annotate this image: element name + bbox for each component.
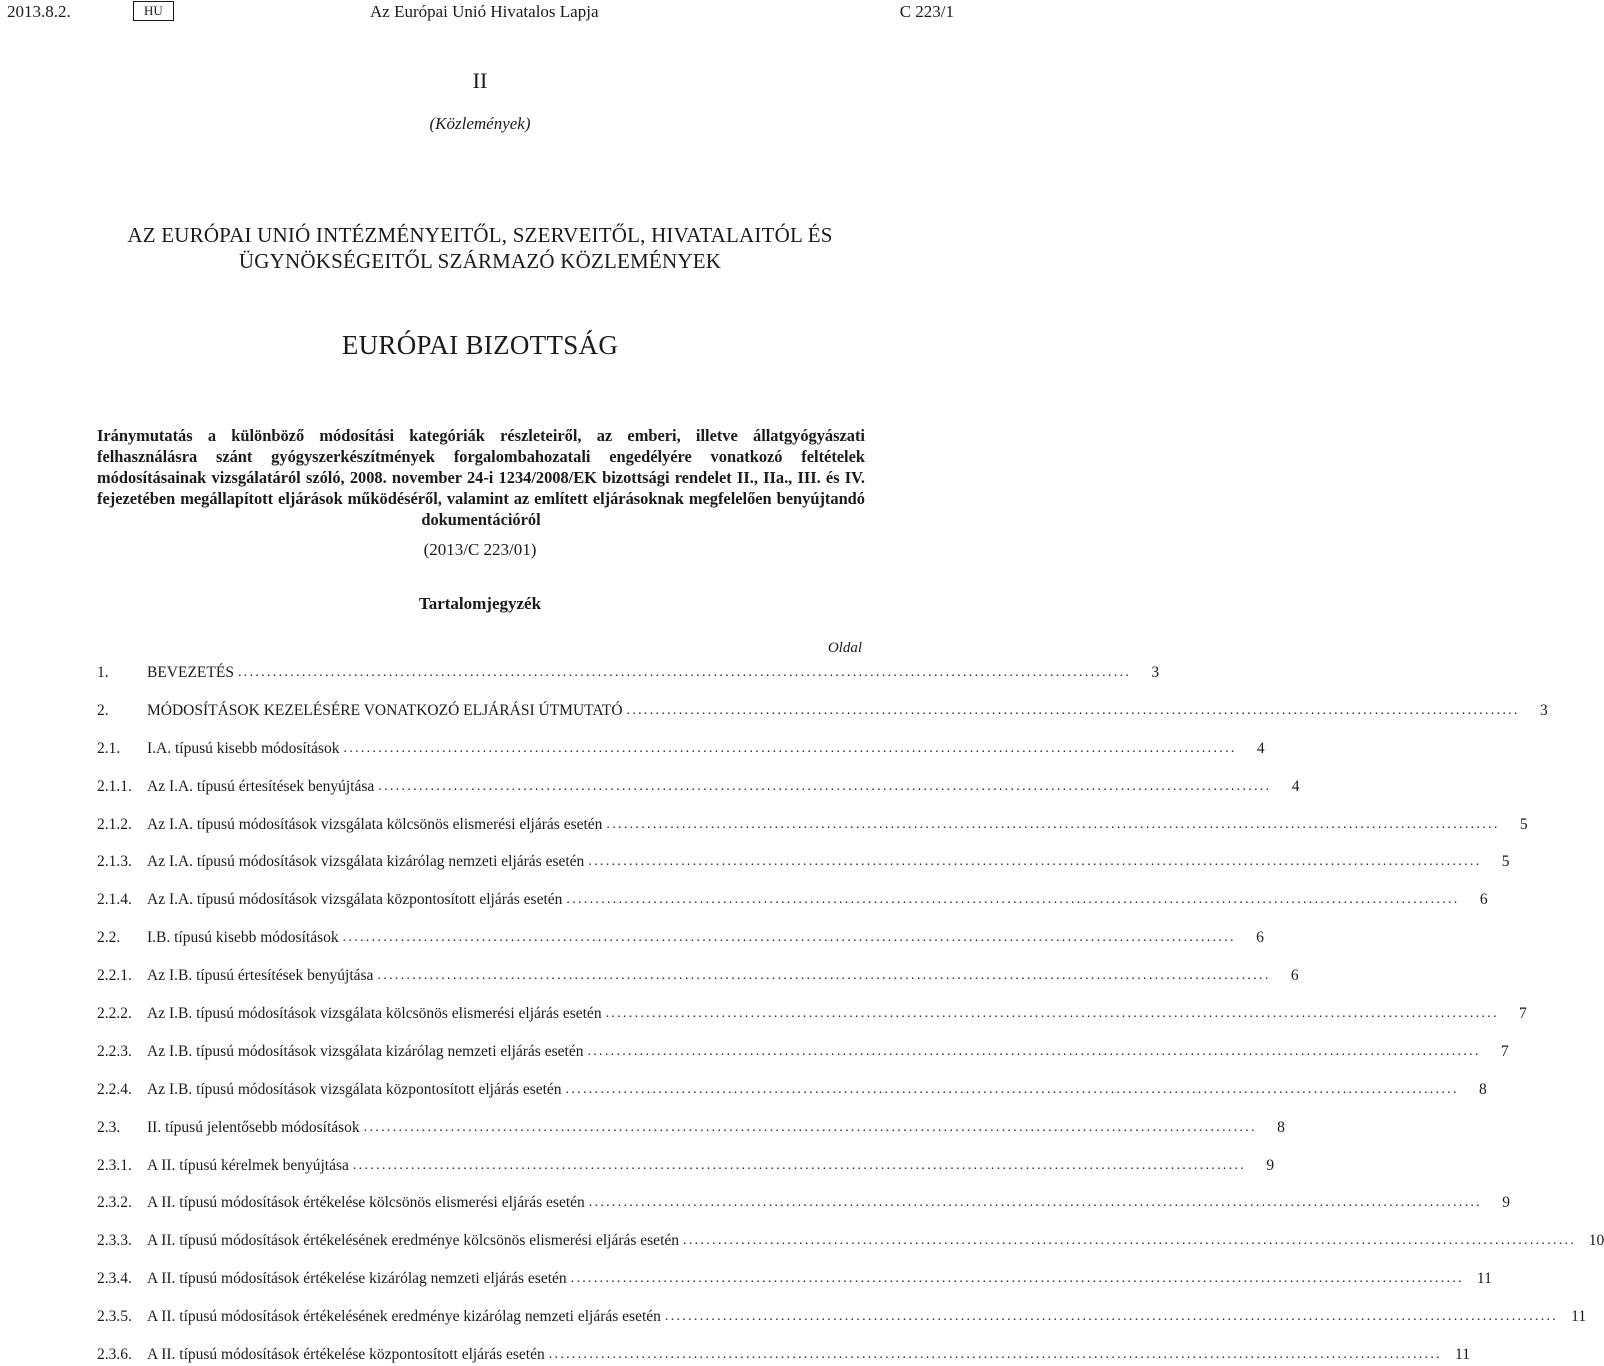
toc-entry-page: 3 xyxy=(1151,664,1160,681)
toc-entry-label: A II. típusú módosítások értékelése kölcsönös elismerési eljárás esetén xyxy=(147,1194,585,1212)
toc-entry-page: 6 xyxy=(1256,929,1264,947)
toc-entry-page: 4 xyxy=(1256,739,1265,757)
toc-dot-leader: .......................................................................................................................................................... xyxy=(342,930,1236,946)
toc-entry[interactable] xyxy=(97,1214,1604,1252)
toc-entry-number: 2.3.4. xyxy=(97,1270,132,1288)
toc-entry-page: 7 xyxy=(1500,1042,1509,1060)
document-title: Iránymutatás a különböző módosítási kategóriák részleteiről, az emberi, illetve állatgyógyászati felhasználásra szánt gyógyszerkészítmények forgalombahozatali engedélyére vonatkozó feltételek módosításainak vizsgálatáról szóló, 2008. november 24-i 1234/2008/EK bizottsági rendelet II., IIa., III. és IV. fejezetében megállapított eljárások működéséről, valamint az említett eljárásoknak megfelelően benyújtandó dokumentációról xyxy=(97,426,865,529)
toc-entry-label: A II. típusú kérelmek benyújtása xyxy=(147,1156,349,1174)
toc-entry[interactable] xyxy=(97,1139,1275,1177)
toc-entry[interactable] xyxy=(97,1252,1492,1290)
toc-entry-label: Az I.A. típusú módosítások vizsgálata központosított eljárás esetén xyxy=(147,891,563,909)
journal-reference: C 223/1 xyxy=(899,2,954,21)
section-heading xyxy=(0,222,960,274)
table-of-contents xyxy=(97,662,1604,1366)
toc-entry-number: 2.3.6. xyxy=(97,1346,132,1364)
toc-entry[interactable] xyxy=(97,911,1264,949)
toc-dot-leader: .......................................................................................................................................................... xyxy=(352,1157,1247,1173)
toc-dot-leader: .......................................................................................................................................................... xyxy=(548,1347,1442,1363)
toc-entry-number: 2.1.2. xyxy=(97,815,132,833)
toc-entry-number: 2.2.3. xyxy=(97,1042,132,1060)
toc-entry-number: 2.2.1. xyxy=(97,967,132,985)
toc-dot-leader: .......................................................................................................................................................... xyxy=(570,1271,1464,1287)
toc-entry[interactable] xyxy=(97,684,1548,722)
toc-entry[interactable] xyxy=(97,1290,1587,1328)
toc-entry-label: Az I.B. típusú módosítások vizsgálata központosított eljárás esetén xyxy=(147,1080,562,1098)
toc-dot-leader: .......................................................................................................................................................... xyxy=(588,854,1482,870)
toc-entry-page: 9 xyxy=(1502,1194,1510,1212)
toc-entry-label: A II. típusú módosítások értékelésének eredménye kölcsönös elismerési eljárás esetén xyxy=(147,1232,680,1250)
toc-entry-number: 2.2.2. xyxy=(97,1005,132,1023)
toc-entry-label: II. típusú jelentősebb módosítások xyxy=(147,1118,360,1136)
toc-dot-leader: .......................................................................................................................................................... xyxy=(566,892,1460,908)
toc-dot-leader: .......................................................................................................................................................... xyxy=(237,665,1132,680)
toc-entry-number: 2.1. xyxy=(97,739,121,757)
toc-entry-number: 2.2. xyxy=(97,929,121,947)
toc-dot-leader: .......................................................................................................................................................... xyxy=(683,1233,1577,1249)
toc-entry[interactable] xyxy=(97,949,1299,987)
toc-dot-leader: .......................................................................................................................................................... xyxy=(626,702,1520,718)
toc-entry-label: Az I.A. típusú módosítások vizsgálata kölcsönös elismerési eljárás esetén xyxy=(147,815,603,833)
toc-entry-label: I.A. típusú kisebb módosítások xyxy=(147,739,340,757)
toc-entry[interactable] xyxy=(97,987,1527,1025)
section-heading-line-2: ÜGYNÖKSÉGEITŐL SZÁRMAZÓ KÖZLEMÉNYEK xyxy=(238,249,722,273)
section-heading-line-1: AZ EURÓPAI UNIÓ INTÉZMÉNYEITŐL, SZERVEITŐL, HIVATALAITÓL ÉS xyxy=(127,223,833,247)
toc-entry[interactable] xyxy=(97,1025,1509,1063)
toc-entry-number: 2.3.2. xyxy=(97,1194,132,1212)
toc-entry-page: 5 xyxy=(1501,853,1510,871)
toc-entry[interactable] xyxy=(97,873,1488,911)
toc-entry[interactable] xyxy=(97,1328,1470,1366)
toc-entry-page: 7 xyxy=(1519,1005,1527,1023)
page-header xyxy=(0,0,960,26)
institution-name: EURÓPAI BIZOTTSÁG xyxy=(341,330,619,360)
toc-entry[interactable] xyxy=(97,662,1160,684)
toc-dot-leader: .......................................................................................................................................................... xyxy=(605,1006,1499,1022)
toc-entry-page: 4 xyxy=(1291,777,1300,795)
toc-entry-page: 6 xyxy=(1479,891,1488,909)
toc-entry-number: 2.3.3. xyxy=(97,1232,132,1250)
document-reference: (2013/C 223/01) xyxy=(423,540,537,559)
toc-entry-label: Az I.A. típusú értesítések benyújtása xyxy=(147,777,375,795)
toc-dot-leader: .......................................................................................................................................................... xyxy=(565,1081,1459,1097)
toc-dot-leader: .......................................................................................................................................................... xyxy=(363,1119,1257,1135)
toc-entry-label: A II. típusú módosítások értékelésének eredménye kizárólag nemzeti eljárás esetén xyxy=(147,1308,661,1326)
toc-entry-page: 5 xyxy=(1519,815,1528,833)
toc-dot-leader: .......................................................................................................................................................... xyxy=(587,1043,1481,1059)
toc-entry-number: 2.1.1. xyxy=(97,777,132,795)
toc-entry-page: 6 xyxy=(1290,967,1299,985)
journal-title: Az Európai Unió Hivatalos Lapja xyxy=(370,2,599,21)
language-badge: HU xyxy=(133,1,174,21)
toc-entry[interactable] xyxy=(97,798,1528,836)
publication-date: 2013.8.2. xyxy=(7,2,71,21)
toc-heading: Tartalomjegyzék xyxy=(418,594,542,613)
toc-entry[interactable] xyxy=(97,1063,1487,1101)
toc-dot-leader: .......................................................................................................................................................... xyxy=(377,968,1271,984)
toc-entry-page: 8 xyxy=(1277,1118,1285,1136)
toc-entry-page: 11 xyxy=(1455,1346,1470,1364)
toc-entry-page: 10 xyxy=(1588,1232,1604,1250)
toc-entry[interactable] xyxy=(97,1101,1285,1139)
toc-entry-number: 2.3.1. xyxy=(97,1156,132,1174)
toc-entry-page: 9 xyxy=(1266,1156,1275,1174)
toc-dot-leader: .......................................................................................................................................................... xyxy=(664,1309,1559,1325)
toc-entry-label: A II. típusú módosítások értékelése központosított eljárás esetén xyxy=(147,1346,545,1364)
toc-entry-label: Az I.B. típusú módosítások vizsgálata kizárólag nemzeti eljárás esetén xyxy=(147,1042,584,1060)
toc-entry-label: Az I.B. típusú módosítások vizsgálata kölcsönös elismerési eljárás esetén xyxy=(147,1005,602,1023)
toc-entry[interactable] xyxy=(97,1177,1510,1215)
toc-entry-label: Az I.B. típusú értesítések benyújtása xyxy=(147,967,374,985)
toc-dot-leader: .......................................................................................................................................................... xyxy=(588,1195,1482,1211)
toc-entry-number: 2.2.4. xyxy=(97,1080,132,1098)
part-label: (Közlemények) xyxy=(429,114,531,133)
toc-page-column-label: Oldal xyxy=(827,640,862,656)
toc-dot-leader: .......................................................................................................................................................... xyxy=(378,778,1272,794)
toc-entry-label: A II. típusú módosítások értékelése kizárólag nemzeti eljárás esetén xyxy=(147,1270,567,1288)
toc-entry-page: 11 xyxy=(1571,1308,1587,1326)
toc-entry-number: 2.3. xyxy=(97,1118,121,1136)
toc-entry-label: Az I.A. típusú módosítások vizsgálata kizárólag nemzeti eljárás esetén xyxy=(147,853,585,871)
toc-entry-label: MÓDOSÍTÁSOK KEZELÉSÉRE VONATKOZÓ ELJÁRÁSI ÚTMUTATÓ xyxy=(147,701,623,719)
toc-entry[interactable] xyxy=(97,836,1510,874)
toc-entry-number: 2.1.4. xyxy=(97,891,132,909)
toc-entry-number: 2.3.5. xyxy=(97,1308,132,1326)
toc-entry-page: 11 xyxy=(1476,1270,1492,1288)
toc-entry-label: I.B. típusú kisebb módosítások xyxy=(147,929,339,947)
toc-entry-label: BEVEZETÉS xyxy=(147,664,234,681)
toc-dot-leader: .......................................................................................................................................................... xyxy=(343,740,1237,756)
toc-entry[interactable] xyxy=(97,760,1300,798)
toc-entry-number: 1. xyxy=(97,664,109,681)
part-number: II xyxy=(472,68,488,93)
toc-entry-page: 8 xyxy=(1479,1080,1487,1098)
toc-entry-number: 2. xyxy=(97,701,109,719)
toc-entry-page: 3 xyxy=(1539,701,1548,719)
toc-entry-number: 2.1.3. xyxy=(97,853,132,871)
toc-dot-leader: .......................................................................................................................................................... xyxy=(606,816,1500,832)
toc-entry[interactable] xyxy=(97,722,1265,760)
